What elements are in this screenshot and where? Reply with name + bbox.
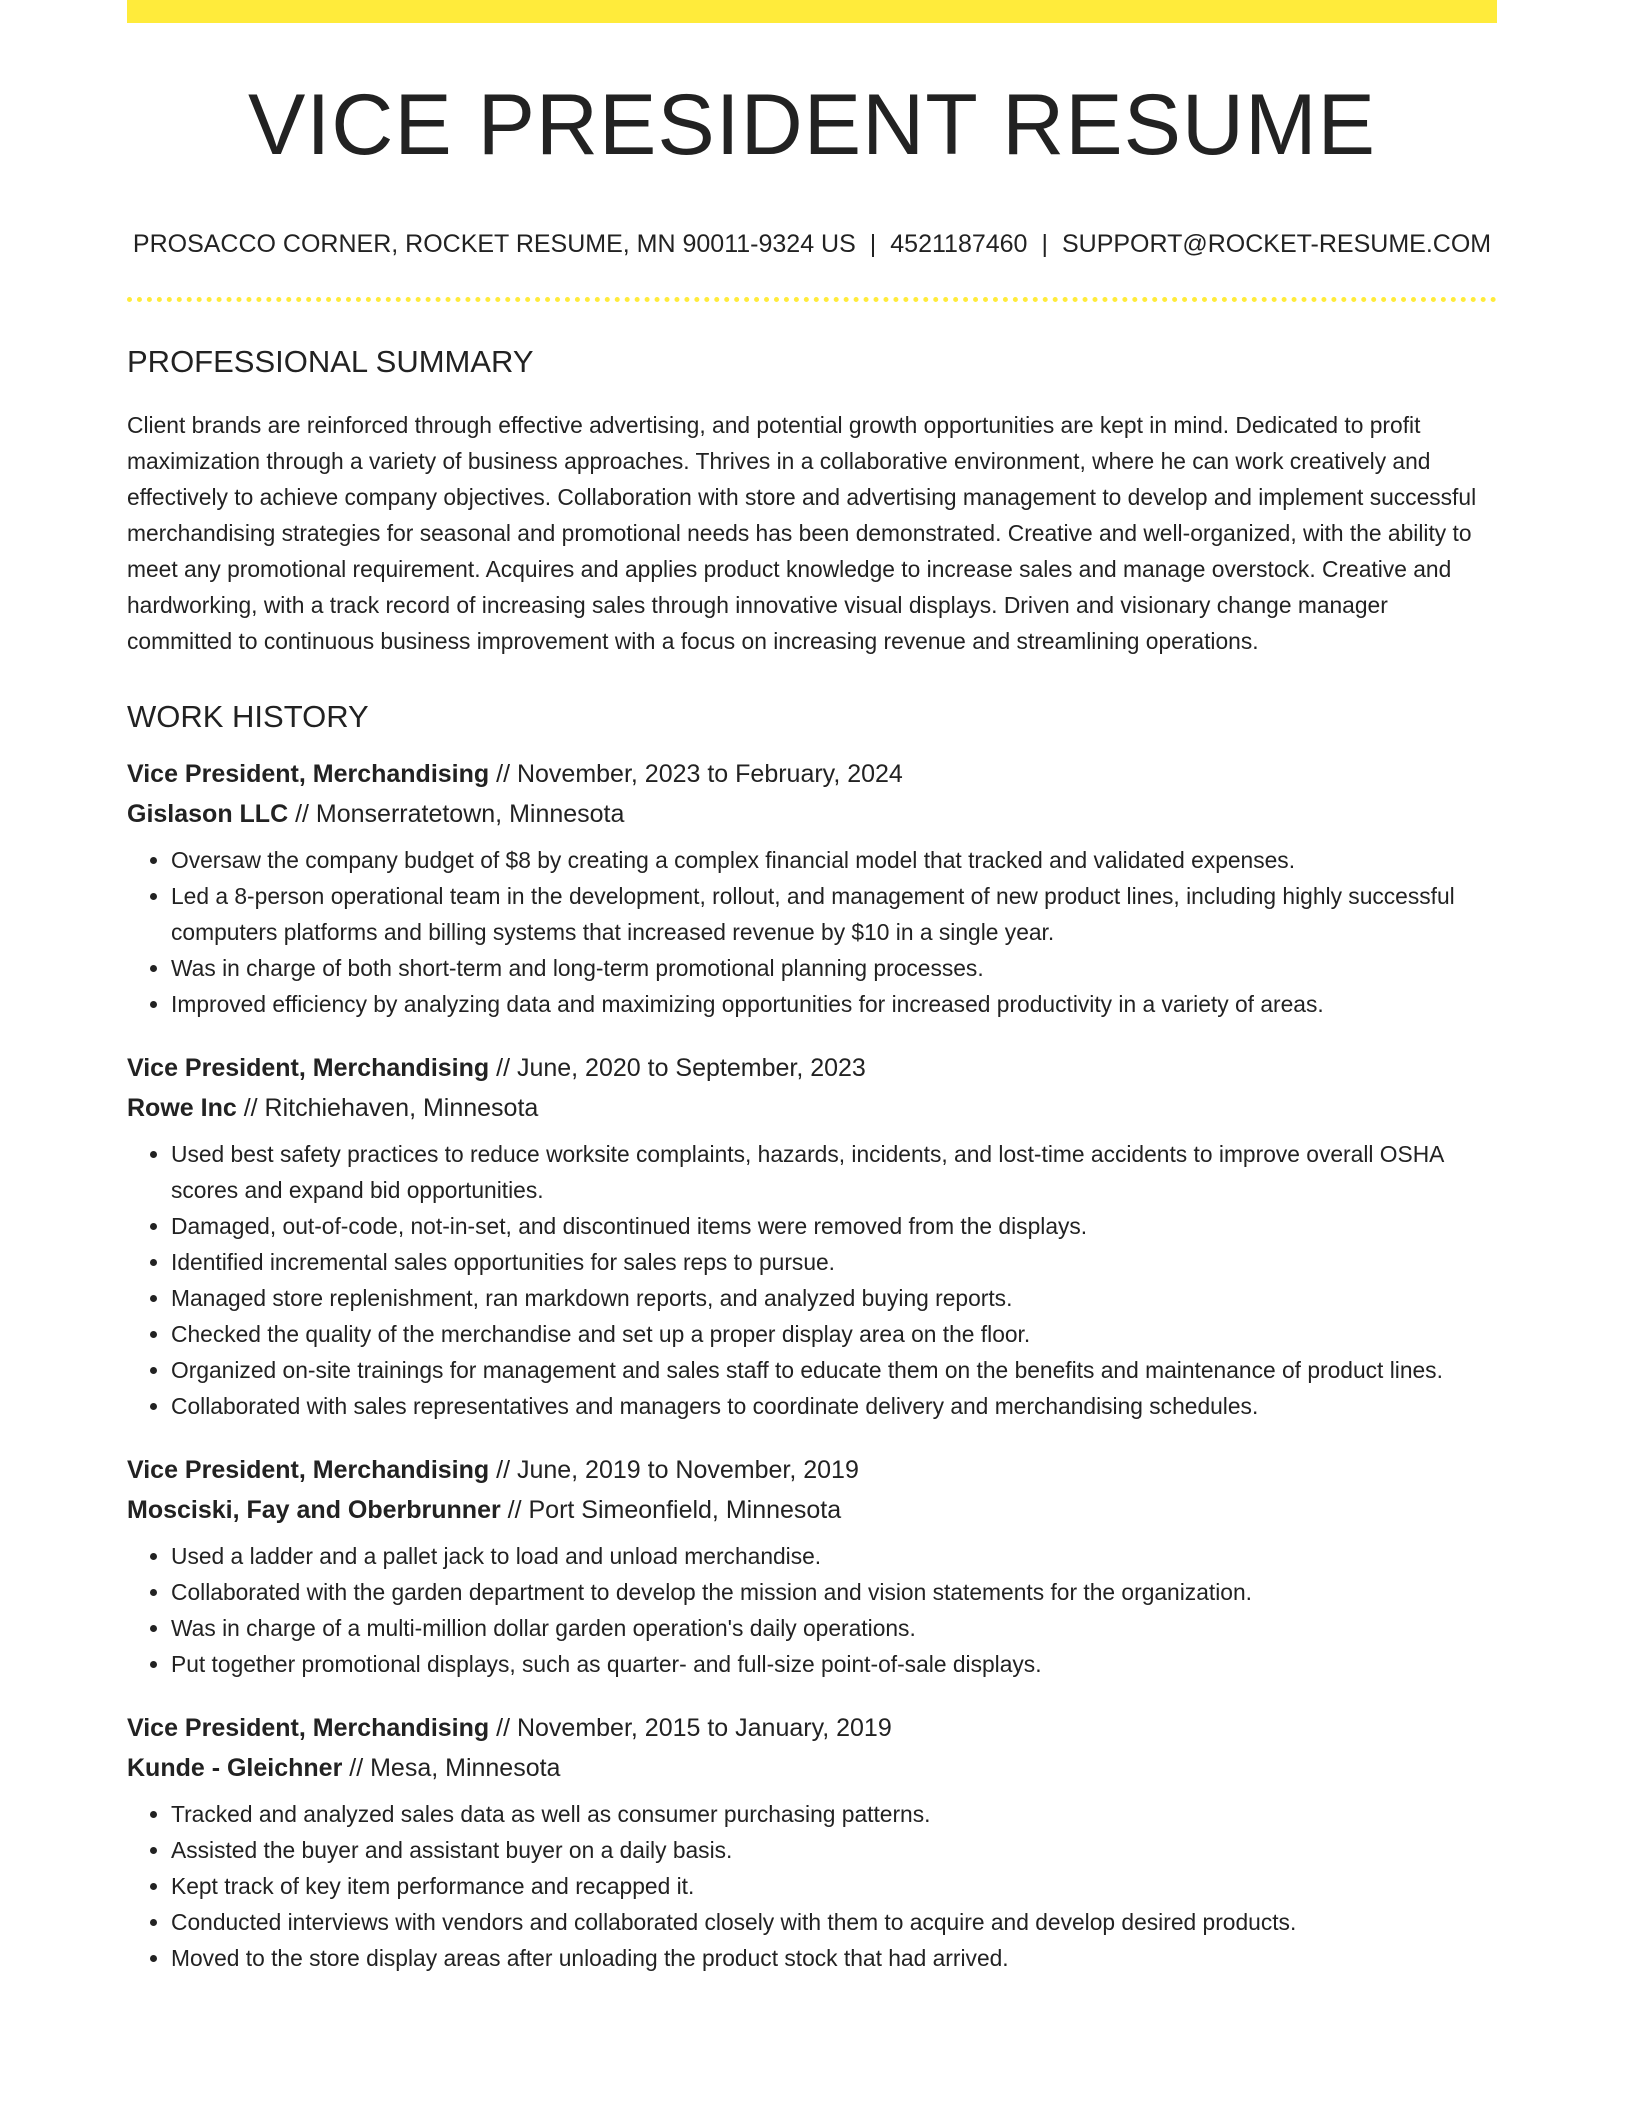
job-bullet: • Kept track of key item performance and recapped it. (171, 1868, 1497, 1904)
job-company: Gislason LLC (127, 800, 289, 828)
job-entry (127, 1450, 1497, 1682)
job-company-line (127, 1748, 1497, 1788)
contact-phone: 4521187460 (890, 230, 1028, 258)
job-title: Vice President, Merchandising (127, 760, 490, 788)
resume-title: VICE PRESIDENT RESUME (247, 77, 1377, 173)
work-history-heading: WORK HISTORY (127, 699, 369, 734)
job-bullet: • Collaborated with the garden department to develop the mission and vision statements for the organization. (171, 1574, 1497, 1610)
job-company: Mosciski, Fay and Oberbrunner (127, 1496, 501, 1524)
job-dates: // November, 2015 to January, 2019 (489, 1714, 892, 1742)
job-bullet: • Put together promotional displays, such as quarter- and full-size point-of-sale displays. (171, 1646, 1497, 1682)
job-entry (127, 1048, 1497, 1424)
job-bullets (127, 1136, 1497, 1424)
job-bullet: • Used a ladder and a pallet jack to load and unload merchandise. (171, 1538, 1497, 1574)
resume-content (127, 0, 1497, 1976)
job-bullet: • Collaborated with sales representatives and managers to coordinate delivery and merchandising schedules. (171, 1388, 1497, 1424)
job-title-line (127, 754, 1497, 794)
contact-email: SUPPORT@ROCKET-RESUME.COM (1061, 230, 1492, 258)
job-location: // Monserratetown, Minnesota (288, 800, 625, 828)
job-company: Kunde - Gleichner (127, 1754, 343, 1782)
job-company-line (127, 1490, 1497, 1530)
job-bullet: • Improved efficiency by analyzing data and maximizing opportunities for increased productivity in a variety of areas. (171, 986, 1497, 1022)
job-title-line (127, 1708, 1497, 1748)
summary-heading: PROFESSIONAL SUMMARY (127, 344, 534, 379)
contact-line (127, 232, 1497, 257)
job-title: Vice President, Merchandising (127, 1054, 490, 1082)
job-bullet: • Managed store replenishment, ran markdown reports, and analyzed buying reports. (171, 1280, 1497, 1316)
job-title-line (127, 1450, 1497, 1490)
job-bullet: • Was in charge of a multi-million dollar garden operation's daily operations. (171, 1610, 1497, 1646)
job-bullets (127, 1538, 1497, 1682)
job-bullet: • Assisted the buyer and assistant buyer on a daily basis. (171, 1832, 1497, 1868)
job-bullets (127, 842, 1497, 1022)
job-location: // Mesa, Minnesota (342, 1754, 561, 1782)
job-company: Rowe Inc (127, 1094, 237, 1122)
contact-address: PROSACCO CORNER, ROCKET RESUME, MN 90011-9324 US (132, 230, 856, 258)
job-bullet: • Identified incremental sales opportunities for sales reps to pursue. (171, 1244, 1497, 1280)
job-bullet: • Organized on-site trainings for management and sales staff to educate them on the benefits and maintenance of product lines. (171, 1352, 1497, 1388)
job-bullet: • Was in charge of both short-term and long-term promotional planning processes. (171, 950, 1497, 986)
job-title: Vice President, Merchandising (127, 1714, 490, 1742)
job-bullet: • Tracked and analyzed sales data as well as consumer purchasing patterns. (171, 1796, 1497, 1832)
job-bullet: • Oversaw the company budget of $8 by creating a complex financial model that tracked and validated expenses. (171, 842, 1497, 878)
job-bullet: • Damaged, out-of-code, not-in-set, and discontinued items were removed from the displays. (171, 1208, 1497, 1244)
job-title: Vice President, Merchandising (127, 1456, 490, 1484)
summary-text: Client brands are reinforced through effective advertising, and potential growth opportunities are kept in mind. Dedicated to profit maximization through a variety of business approaches. Thrives in a collaborative environment, where he can work creatively and effectively to achieve company objectives. Collaboration with store and advertising management to develop and implement successful merchandising strategies for seasonal and promotional needs has been demonstrated. Creative and well-organized, with the ability to meet any promotional requirement. Acquires and applies product knowledge to increase sales and manage overstock. Creative and hardworking, with a track record of increasing sales through innovative visual displays. Driven and visionary change manager committed to continuous business improvement with a focus on increasing revenue and streamlining operations. (127, 412, 1477, 654)
job-bullet: • Led a 8-person operational team in the development, rollout, and management of new product lines, including highly successful computers platforms and billing systems that increased revenue by $10 in a single year. (171, 878, 1497, 950)
job-bullets (127, 1796, 1497, 1976)
job-dates: // June, 2019 to November, 2019 (489, 1456, 859, 1484)
contact-separator: | (869, 230, 877, 258)
accent-top-bar (127, 0, 1497, 23)
job-dates: // June, 2020 to September, 2023 (489, 1054, 866, 1082)
job-bullet: • Moved to the store display areas after unloading the product stock that had arrived. (171, 1940, 1497, 1976)
dotted-divider (127, 297, 1497, 302)
job-bullet: • Conducted interviews with vendors and collaborated closely with them to acquire and develop desired products. (171, 1904, 1497, 1940)
job-company-line (127, 794, 1497, 834)
job-company-line (127, 1088, 1497, 1128)
job-bullet: • Checked the quality of the merchandise and set up a proper display area on the floor. (171, 1316, 1497, 1352)
job-location: // Ritchiehaven, Minnesota (236, 1094, 539, 1122)
job-title-line (127, 1048, 1497, 1088)
job-bullet: • Used best safety practices to reduce worksite complaints, hazards, incidents, and lost-time accidents to improve overall OSHA scores and expand bid opportunities. (171, 1136, 1497, 1208)
job-location: // Port Simeonfield, Minnesota (500, 1496, 842, 1524)
job-dates: // November, 2023 to February, 2024 (489, 760, 903, 788)
job-entry (127, 754, 1497, 1022)
job-entry (127, 1708, 1497, 1976)
contact-separator: | (1041, 230, 1048, 258)
